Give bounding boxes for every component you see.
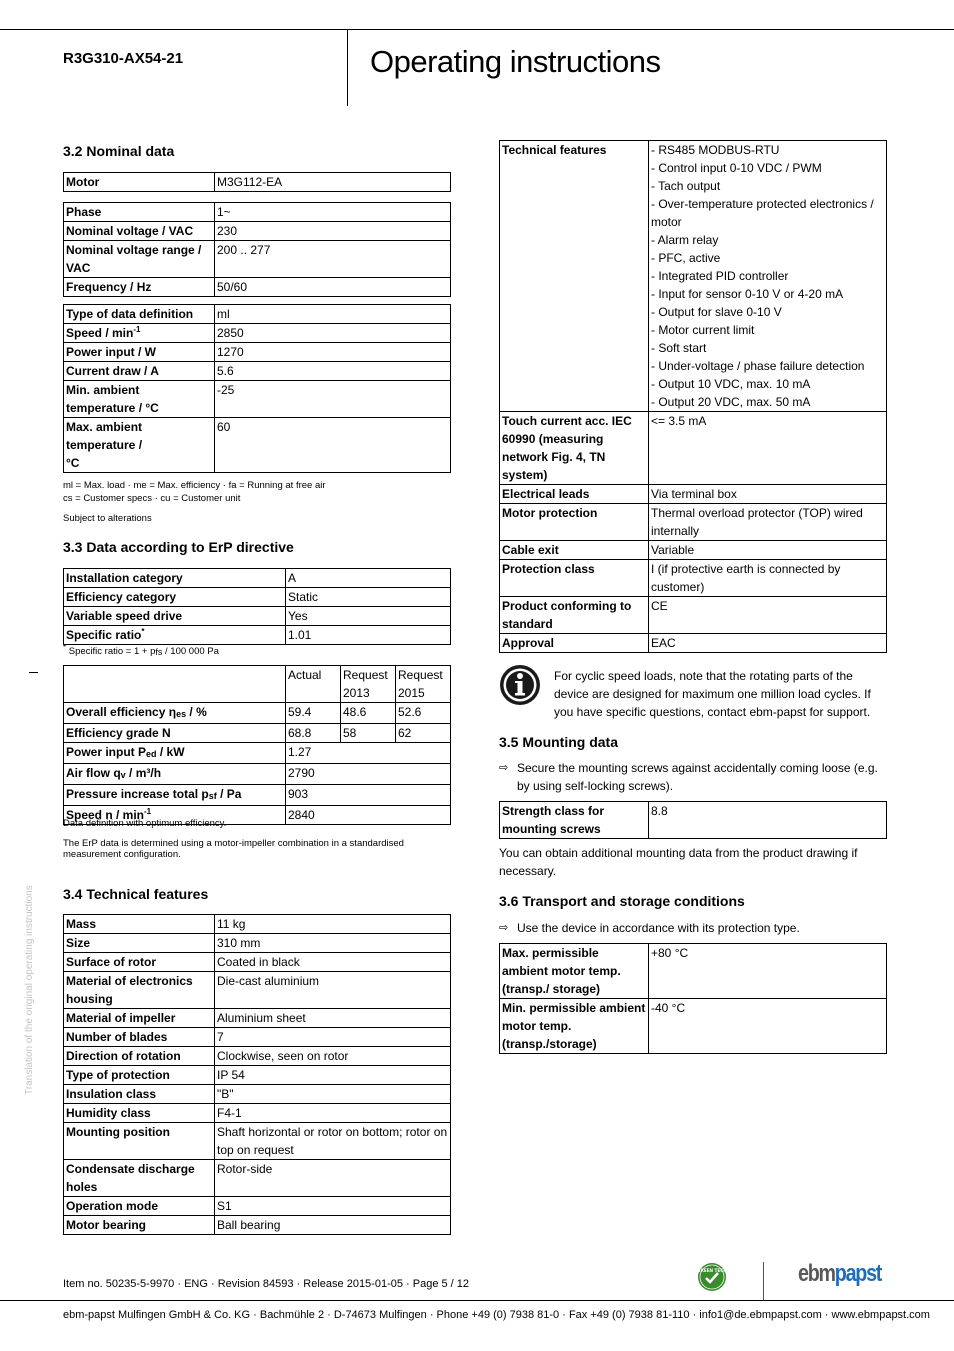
table-value: Clockwise, seen on rotor [215,1047,451,1066]
table-row [64,173,451,192]
table-value: 903 [286,785,451,806]
table-value: -25 [215,381,451,418]
table-value: S1 [215,1197,451,1216]
table-value: <= 3.5 mA [649,412,887,485]
table-value: 58 [341,724,396,743]
motor-table [63,172,451,192]
tech-feature-item: - Control input 0-10 VDC / PWM [651,161,822,175]
table-value: -40 °C [649,999,887,1054]
tech-feature-item: - Output for slave 0-10 V [651,305,782,319]
technical-features-table-cont [499,140,887,653]
tech-feature-list [649,141,887,412]
table-value: 52.6 [396,703,451,724]
ebmpapst-logo: ebmpapst [798,1260,882,1287]
table-value: CE [649,597,887,634]
table-key: Power input / W [64,343,215,362]
tech-feature-item: - Alarm relay [651,233,719,247]
table-key: Cable exit [500,541,649,560]
table-value: I (if protective earth is connected by customer) [649,560,887,597]
arrow-icon: ⇨ [499,762,509,774]
legend-line-2: cs = Customer specs · cu = Customer unit [63,493,241,504]
table-value: 200 .. 277 [215,241,451,278]
table-key: Max. permissible ambient motor temp. (transp./ storage) [500,944,649,999]
table-value: 60 [215,418,451,473]
model-number: R3G310-AX54-21 [63,50,184,67]
table-row [500,802,887,839]
erp-efficiency-table [63,665,451,825]
table-value: Aluminium sheet [215,1009,451,1028]
table-key: Motor bearing [64,1216,215,1235]
table-row [64,1104,451,1123]
section-heading-3-4: 3.4 Technical features [63,886,209,902]
table-row [64,626,451,645]
table-key: Phase [64,203,215,222]
table-row [64,305,451,324]
table-key: Humidity class [64,1104,215,1123]
mounting-table [499,801,887,839]
table-value: 5.6 [215,362,451,381]
table-key: Air flow $q_v / m^3/h$ [64,764,286,785]
section-heading-3-2: 3.2 Nominal data [63,143,175,159]
subject-to-alterations: Subject to alterations [63,513,152,524]
table-value: 1~ [215,203,451,222]
table-row [64,343,451,362]
tech-feature-item: - Output 10 VDC, max. 10 mA [651,377,811,391]
tech-feature-item: - RS485 MODBUS-RTU [651,143,780,157]
tech-feature-item: - Output 20 VDC, max. 50 mA [651,395,811,409]
footnote-marker: * [141,627,145,636]
speed-exponent: -1 [133,325,141,334]
tech-feature-item: - PFC, active [651,251,721,265]
technical-features-table [63,914,451,1235]
table-value: Via terminal box [649,485,887,504]
table-value: EAC [649,634,887,653]
table-key: Touch current acc. IEC 60990 (measuring network Fig. 4, TN system) [500,412,649,485]
info-icon [499,664,541,706]
specific-ratio-footnote: * Specific ratio = $1 + p_{fs} / 100$ 000 Pa [63,642,219,657]
erp-note-2: The ErP data is determined using a motor-impeller combination in a standardised measurement configuration. [63,838,404,860]
table-key: Frequency / Hz [64,278,215,297]
table-value: Coated in black [215,953,451,972]
table-key: Min. ambient temperature / °C [64,381,215,418]
tech-feature-item: - Tach output [651,179,721,193]
table-value: "B" [215,1085,451,1104]
table-key: Surface of rotor [64,953,215,972]
tech-feature-item: - Integrated PID controller [651,269,789,283]
table-key: Motor protection [500,504,649,541]
table-value: 11 kg [215,915,451,934]
table-key: Electrical leads [500,485,649,504]
erp-category-table [63,568,451,645]
table-row [64,1197,451,1216]
section-heading-3-5: 3.5 Mounting data [499,734,618,750]
table-value: M3G112-EA [215,173,451,192]
table-value: 50/60 [215,278,451,297]
footer-rule [0,1300,954,1301]
table-row [64,278,451,297]
table-row [64,703,451,724]
table-value: 1270 [215,343,451,362]
table-key: Pressure increase total $p_{sf}$ / Pa [64,785,286,806]
table-value: +80 °C [649,944,887,999]
table-value: 1.01 [286,626,451,645]
table-key: Direction of rotation [64,1047,215,1066]
tech-feature-item: - Input for sensor 0-10 V or 4-20 mA [651,287,844,301]
table-key: Power input $P_{ed}$ / kW [64,743,286,764]
table-value: Thermal overload protector (TOP) wired internally [649,504,887,541]
table-key: Installation category [64,569,286,588]
footer-logo-divider [763,1262,764,1300]
table-key: Material of electronics housing [64,972,215,1009]
table-value: 59.4 [286,703,341,724]
table-row [500,560,887,597]
erp-note-1: Data definition with optimum efficiency. [63,818,227,829]
company-address: ebm-papst Mulfingen GmbH & Co. KG · Bachmühle 2 · D-74673 Mulfingen · Phone +49 (0) 7938 81-0 · Fax +49 (0) 7938 81-110 · info1@de.ebmpapst.com · www.ebmpapst.com [63,1309,930,1321]
col-header-request-2015: Request 2015 [396,666,451,703]
operating-table [63,304,451,473]
table-value: 2850 [215,324,451,343]
specific-ratio-label: Specific ratio [66,628,142,642]
table-row [500,597,887,634]
table-value: 230 [215,222,451,241]
table-row [64,418,451,473]
table-row [64,764,451,785]
table-key: Mounting position [64,1123,215,1160]
table-key: Efficiency category [64,588,286,607]
section-heading-3-3: 3.3 Data according to ErP directive [63,539,294,555]
table-row [64,381,451,418]
col-header-actual: Actual [286,666,341,703]
table-value: Yes [286,607,451,626]
table-row [64,203,451,222]
table-key [64,626,286,645]
table-key: Condensate discharge holes [64,1160,215,1197]
table-value: 1.27 [286,743,451,764]
table-corner [64,666,286,703]
table-row [64,1085,451,1104]
table-key: Insulation class [64,1085,215,1104]
header-divider [347,29,348,106]
table-key: Type of data definition [64,305,215,324]
table-value: Rotor-side [215,1160,451,1197]
table-value: 62 [396,724,451,743]
table-value: 2790 [286,764,451,785]
fold-mark [29,672,38,673]
table-value: Static [286,588,451,607]
table-row [64,1009,451,1028]
tech-feature-item: - Motor current limit [651,323,755,337]
table-key: Approval [500,634,649,653]
table-row [64,724,451,743]
table-key: Nominal voltage / VAC [64,222,215,241]
header-top-rule [0,29,954,30]
table-key: Protection class [500,560,649,597]
info-note-text: For cyclic speed loads, note that the rotating parts of the device are designed for maximum one million load cycles. If you have specific questions, contact ebm-papst for support. [554,669,871,719]
table-value: 7 [215,1028,451,1047]
col-header-request-2013: Request 2013 [341,666,396,703]
table-value: ml [215,305,451,324]
mounting-paragraph: You can obtain additional mounting data from the product drawing if necessary. [499,846,858,878]
table-row [500,634,887,653]
table-row [64,362,451,381]
table-row [64,1123,451,1160]
table-row [500,944,887,999]
table-row [64,1047,451,1066]
table-value: Variable [649,541,887,560]
item-info-line: Item no. 50235-5-9970 · ENG · Revision 84593 · Release 2015-01-05 · Page 5 / 12 [63,1278,470,1290]
table-row [500,999,887,1054]
table-value: 2840 [286,806,451,825]
table-key: Mass [64,915,215,934]
table-value: Shaft horizontal or rotor on bottom; rotor on top on request [215,1123,451,1160]
table-key: Motor [64,173,215,192]
table-key: Efficiency grade N [64,724,286,743]
table-value: Die-cast aluminium [215,972,451,1009]
table-row [64,222,451,241]
table-key: Variable speed drive [64,607,286,626]
table-key: Product conforming to standard [500,597,649,634]
table-key: Overall efficiency $\eta_{es}$ / % [64,703,286,724]
table-row [64,569,451,588]
table-key: Size [64,934,215,953]
table-row [64,324,451,343]
table-row [64,1160,451,1197]
speed-label: Speed / min [66,326,134,340]
arrow-icon: ⇨ [499,922,509,934]
mounting-instruction: ⇨ Secure the mounting screws against accidentally coming loose (e.g. by using self-locking screws). [499,761,878,793]
page-title: Operating instructions [370,44,661,79]
sidebar-translation-note: Translation of the original operating instructions [24,885,35,1095]
table-value: F4-1 [215,1104,451,1123]
table-value: 310 mm [215,934,451,953]
table-row [500,412,887,485]
table-row [500,485,887,504]
green-tech-badge-icon [697,1262,727,1292]
table-row [500,541,887,560]
legend-line-1: ml = Max. load · me = Max. efficiency · fa = Running at free air [63,480,326,491]
section-heading-3-6: 3.6 Transport and storage conditions [499,893,745,909]
table-value: 8.8 [649,802,887,839]
table-row [64,934,451,953]
table-row [64,953,451,972]
table-key: Material of impeller [64,1009,215,1028]
table-key: Min. permissible ambient motor temp. (transp./storage) [500,999,649,1054]
transport-instruction: ⇨ Use the device in accordance with its protection type. [499,921,800,935]
table-key [64,324,215,343]
table-value: IP 54 [215,1066,451,1085]
table-key: Current draw / A [64,362,215,381]
table-row [64,743,451,764]
green-tech-text: GREEN TECH [697,1268,727,1273]
table-row [64,1066,451,1085]
table-key: Max. ambient temperature / °C [64,418,215,473]
table-key: Technical features [500,141,649,412]
table-row [64,785,451,806]
table-key: Speed n / $\min^{-1}$ [64,806,286,825]
table-row [64,607,451,626]
table-key: Strength class for mounting screws [500,802,649,839]
table-value: 68.8 [286,724,341,743]
table-key: Nominal voltage range / VAC [64,241,215,278]
table-key: Operation mode [64,1197,215,1216]
table-row [64,915,451,934]
transport-table [499,943,887,1054]
table-row [64,972,451,1009]
table-header-row [64,666,451,703]
table-key: Number of blades [64,1028,215,1047]
table-row [500,141,887,412]
table-row [64,588,451,607]
table-value: Ball bearing [215,1216,451,1235]
electrical-table [63,202,451,297]
table-value: 48.6 [341,703,396,724]
tech-feature-item: - Soft start [651,341,707,355]
table-key: Type of protection [64,1066,215,1085]
table-value: A [286,569,451,588]
tech-feature-item: - Over-temperature protected electronics / motor [651,197,874,229]
table-row [64,1028,451,1047]
table-row [500,504,887,541]
table-row [64,241,451,278]
table-row [64,1216,451,1235]
tech-feature-item: - Under-voltage / phase failure detection [651,359,865,373]
